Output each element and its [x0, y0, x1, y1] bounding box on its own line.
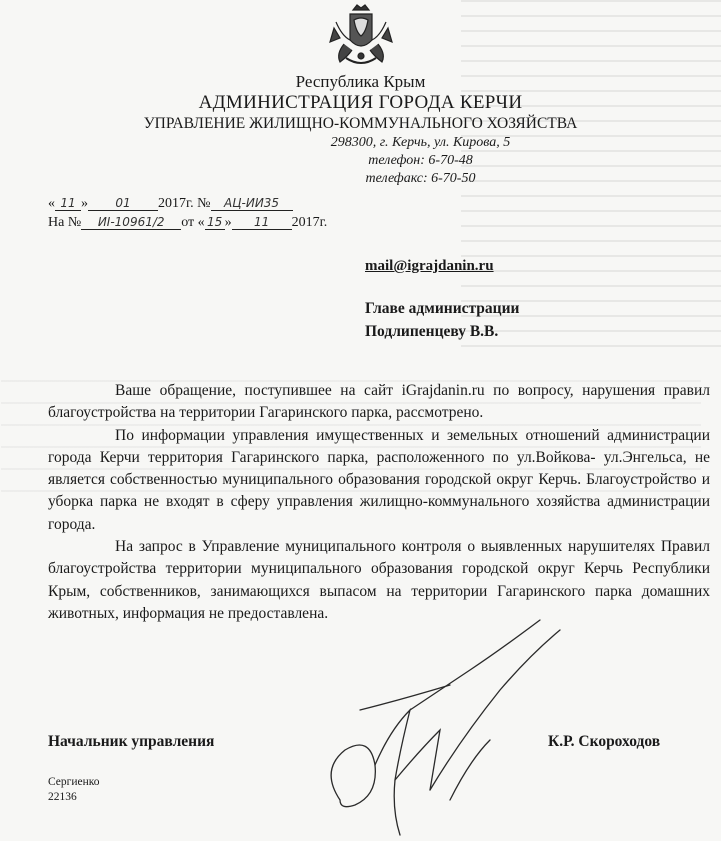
paragraph-3: На запрос в Управление муниципального контроля о выявленных нарушителях Правил благоустройства территории муниципального образования городской округ Керчь Республики Крым, собственников, занимающихся выпасом на территории Гагаринского парка домашних животных, информация не предоставлена. [48, 538, 710, 622]
outgoing-number: АЦ-ИИ35 [211, 196, 293, 211]
incoming-day: 15 [205, 215, 225, 230]
incoming-reference: На № ИI-10961/2 от « 15 » 11 2017г. [48, 215, 328, 230]
executor-name: Сергиенко [48, 776, 100, 788]
recipient-title: Главе администрации [365, 300, 520, 317]
coat-of-arms-icon [326, 2, 396, 72]
incoming-month: 11 [232, 215, 292, 230]
incoming-year: 2017г. [291, 215, 328, 230]
outgoing-month: 01 [88, 196, 158, 211]
handwritten-signature [300, 600, 600, 840]
letter-body [48, 380, 710, 625]
administration-name: АДМИНИСТРАЦИЯ ГОРОДА КЕРЧИ [198, 92, 523, 113]
recipient-email: mail@igrajdanin.ru [365, 258, 494, 274]
incoming-number: ИI-10961/2 [81, 215, 181, 230]
executor-phone: 22136 [48, 791, 77, 803]
signatory-position: Начальник управления [48, 733, 215, 750]
republic-name: Республика Крым [295, 72, 426, 91]
paragraph-1: Ваше обращение, поступившее на сайт iGrajdanin.ru по вопросу, нарушения правил благоустройства на территории Гагаринского парка, рассмотрено. [48, 382, 710, 422]
office-phone: телефон: 6-70-48 [368, 153, 473, 168]
outgoing-year: 2017г. № [158, 196, 211, 211]
outgoing-day: 11 [55, 196, 81, 211]
department-name: УПРАВЛЕНИЕ ЖИЛИЩНО-КОММУНАЛЬНОГО ХОЗЯЙСТВА [143, 115, 578, 132]
recipient-name: Подлипенцеву В.В. [365, 323, 499, 340]
signatory-name: К.Р. Скороходов [548, 733, 661, 750]
office-address: 298300, г. Керчь, ул. Кирова, 5 [330, 135, 511, 150]
outgoing-reference: « 11 » 01 2017г. № АЦ-ИИ35 [48, 196, 293, 212]
paragraph-2: По информации управления имущественных и земельных отношений администрации города Керчи территория Гагаринского парка, расположенного по ул.Войкова- ул.Энгельса, не является собственностью муниципального образования городской округ Керчь. Благоустройство и уборка парка не входят в сферу управления жилищно-коммунального хозяйства администрации города. [48, 426, 710, 533]
office-fax: телефакс: 6-70-50 [365, 171, 476, 186]
